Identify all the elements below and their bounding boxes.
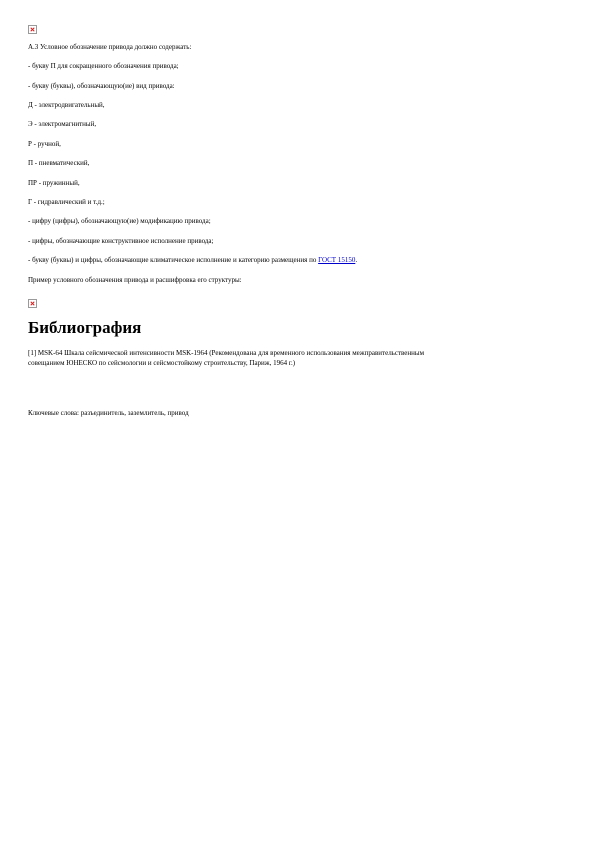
list-item-climate bbox=[28, 256, 357, 265]
list-item: Г - гидравлический и т.д.; bbox=[28, 198, 105, 206]
climate-suffix: . bbox=[355, 256, 358, 264]
list-item: ПР - пружинный, bbox=[28, 179, 80, 187]
list-item: П - пневматический, bbox=[28, 159, 90, 167]
keywords: Ключевые слова: разъединитель, заземлитель, привод bbox=[28, 409, 189, 417]
climate-text: - букву (буквы) и цифры, обозначающие климатическое исполнение и категорию размещения по bbox=[28, 256, 319, 264]
list-item: - цифры, обозначающие конструктивное исполнение привода; bbox=[28, 237, 214, 245]
bibliography-entry-line: совещанием ЮНЕСКО по сейсмологии и сейсмостойкому строительству, Париж, 1964 г.) bbox=[28, 358, 296, 367]
list-item: Э - электромагнитный, bbox=[28, 120, 97, 128]
bibliography-entry bbox=[28, 349, 548, 368]
list-item: Р - ручной, bbox=[28, 140, 61, 148]
broken-image-icon bbox=[28, 25, 37, 34]
bibliography-title: Библиография bbox=[28, 318, 142, 337]
broken-image-icon bbox=[28, 299, 37, 308]
list-item: - букву (буквы), обозначающую(ие) вид привода: bbox=[28, 82, 175, 90]
list-item: - букву П для сокращенного обозначения привода; bbox=[28, 62, 179, 70]
list-item: - цифру (цифры), обозначающую(ие) модификацию привода; bbox=[28, 217, 211, 225]
section-a3-intro: А.3 Условное обозначение привода должно содержать: bbox=[28, 43, 192, 51]
list-item: Д - электродвигательный, bbox=[28, 101, 105, 109]
example-caption: Пример условного обозначения привода и расшифровка его структуры: bbox=[28, 276, 242, 284]
bibliography-entry-line: [1] MSK-64 Шкала сейсмической интенсивности MSK-1964 (Рекомендована для временного использования межправительственным bbox=[28, 349, 425, 357]
gost-15150-link[interactable]: ГОСТ 15150 bbox=[318, 256, 356, 264]
